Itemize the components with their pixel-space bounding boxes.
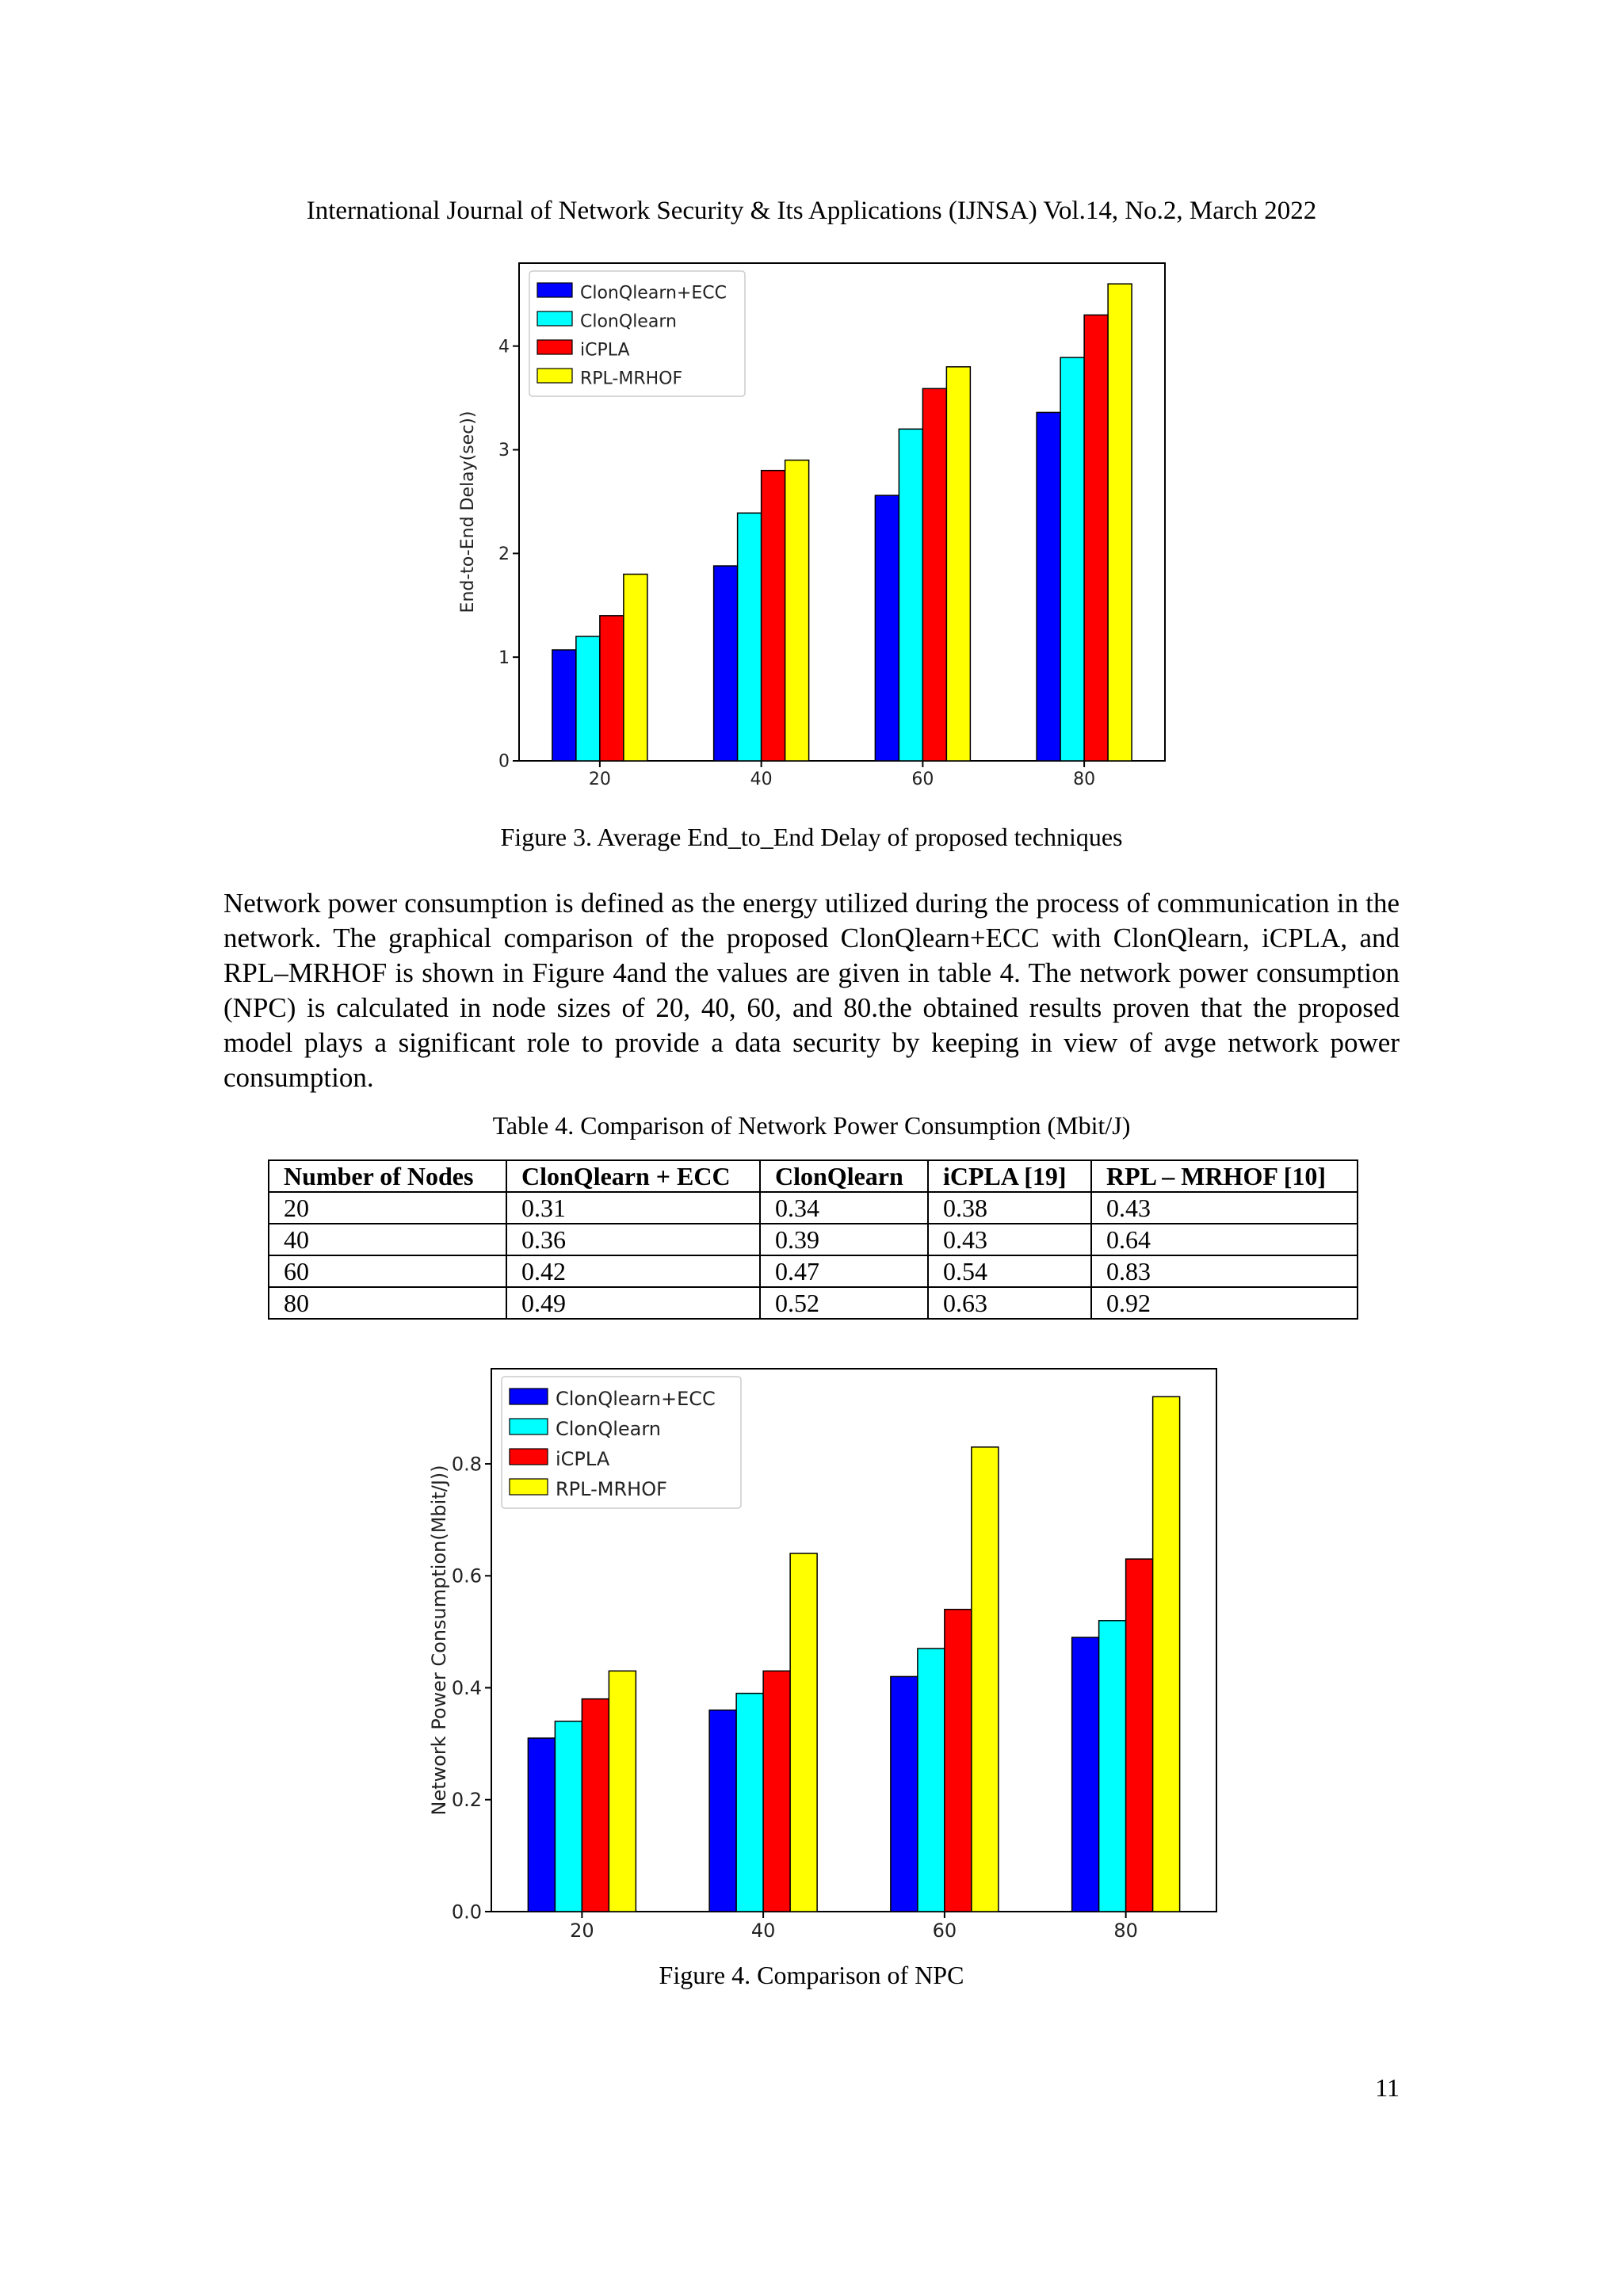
table-cell: 0.34	[760, 1192, 928, 1224]
bar	[624, 575, 647, 762]
y-tick-label: 0.4	[451, 1676, 482, 1699]
table-cell: 0.49	[506, 1287, 760, 1319]
x-tick-label: 40	[750, 770, 773, 789]
body-paragraph: Network power consumption is defined as the energy utilized during the process of communication in the network. The graphical comparison of the proposed ClonQlearn+ECC with ClonQlearn, iCPLA, and RPL–MRHOF is shown in Figure 4and the values are given in table 4. The network power consumption (NPC) is calculated in node sizes of 20, 40, 60, and 80.the obtained results proven that the proposed model plays a significant role to provide a data security by keeping in view of avge network power consumption.	[223, 888, 1400, 1093]
legend-swatch	[537, 311, 572, 326]
legend-label: RPL-MRHOF	[556, 1478, 667, 1501]
y-tick-label: 2	[498, 544, 510, 565]
legend-label: ClonQlearn+ECC	[556, 1388, 716, 1411]
y-tick-label: 1	[498, 648, 510, 668]
bar	[918, 1648, 945, 1912]
legend-swatch	[537, 283, 572, 297]
bar	[609, 1671, 636, 1912]
table-row	[269, 1255, 1358, 1287]
bar	[738, 513, 762, 761]
table-cell: 60	[269, 1255, 506, 1287]
bar	[899, 429, 922, 761]
x-tick-label: 20	[570, 1920, 594, 1942]
legend-label: ClonQlearn	[580, 311, 677, 332]
table-cell: 0.31	[506, 1192, 760, 1224]
bar	[1099, 1621, 1126, 1912]
legend-swatch	[537, 369, 572, 383]
legend-label: ClonQlearn+ECC	[580, 283, 727, 304]
table-cell: 0.36	[506, 1224, 760, 1255]
journal-header: International Journal of Network Security & Its Applications (IJNSA) Vol.14, No.2, March 2022	[306, 197, 1317, 225]
bar	[1084, 315, 1108, 761]
legend-swatch	[537, 340, 572, 354]
table-row	[269, 1287, 1358, 1319]
figure-3-chart	[452, 254, 1205, 800]
table-header-row	[269, 1160, 1358, 1192]
bar	[762, 471, 785, 761]
bar	[1072, 1637, 1099, 1912]
x-tick-label: 60	[911, 770, 934, 789]
y-tick-label: 0.8	[451, 1453, 482, 1476]
figure-4-chart	[408, 1359, 1232, 1950]
legend-swatch	[510, 1479, 548, 1495]
bar	[555, 1721, 582, 1912]
legend-swatch	[510, 1389, 548, 1404]
bar	[945, 1610, 972, 1912]
table-cell: 0.52	[760, 1287, 928, 1319]
y-axis-label: End-to-End Delay(sec))	[458, 411, 478, 613]
page-number: 11	[1375, 2073, 1400, 2102]
bar	[714, 566, 738, 761]
bar	[946, 367, 970, 761]
table-header-cell: iCPLA [19]	[928, 1160, 1091, 1192]
legend-label: iCPLA	[556, 1448, 610, 1471]
table-header-cell: RPL – MRHOF [10]	[1091, 1160, 1358, 1192]
bar	[576, 636, 600, 761]
bar	[1037, 412, 1060, 761]
x-tick-label: 80	[1073, 770, 1096, 789]
y-tick-label: 3	[498, 441, 510, 461]
y-tick-label: 4	[498, 337, 510, 357]
table-cell: 0.43	[1091, 1192, 1358, 1224]
bar	[972, 1447, 999, 1912]
x-tick-label: 40	[750, 1920, 776, 1942]
table-cell: 0.64	[1091, 1224, 1358, 1255]
bar	[875, 495, 899, 761]
bar	[763, 1671, 790, 1912]
table-header-cell: ClonQlearn	[760, 1160, 928, 1192]
y-tick-label: 0.0	[451, 1901, 482, 1924]
table-cell: 0.92	[1091, 1287, 1358, 1319]
legend-swatch	[510, 1419, 548, 1435]
table-cell: 0.54	[928, 1255, 1091, 1287]
table-cell: 0.47	[760, 1255, 928, 1287]
npc-table	[268, 1159, 1358, 1320]
legend-label: iCPLA	[580, 340, 630, 361]
bar	[891, 1676, 918, 1912]
bar	[582, 1699, 609, 1912]
table-cell: 0.42	[506, 1255, 760, 1287]
table-cell: 20	[269, 1192, 506, 1224]
bar	[1153, 1396, 1180, 1912]
bar	[736, 1694, 763, 1912]
table-cell: 40	[269, 1224, 506, 1255]
x-tick-label: 20	[588, 770, 611, 789]
bar	[552, 650, 576, 761]
table-header-cell: ClonQlearn + ECC	[506, 1160, 760, 1192]
table-row	[269, 1224, 1358, 1255]
bar	[1060, 357, 1084, 761]
bar	[709, 1710, 736, 1912]
table-cell: 0.83	[1091, 1255, 1358, 1287]
figure-3-caption: Figure 3. Average End_to_End Delay of proposed techniques	[500, 823, 1123, 851]
legend-label: RPL-MRHOF	[580, 369, 683, 389]
table-cell: 0.43	[928, 1224, 1091, 1255]
table-cell: 80	[269, 1287, 506, 1319]
table-cell: 0.39	[760, 1224, 928, 1255]
table-cell: 0.63	[928, 1287, 1091, 1319]
table-row	[269, 1192, 1358, 1224]
y-axis-label: Network Power Consumption(Mbit/J))	[428, 1465, 450, 1816]
legend-label: ClonQlearn	[556, 1418, 662, 1441]
y-tick-label: 0	[498, 751, 510, 772]
bar	[528, 1738, 555, 1912]
bar	[785, 460, 809, 761]
bar	[1108, 284, 1132, 761]
table-cell: 0.38	[928, 1192, 1091, 1224]
bar	[1126, 1559, 1153, 1912]
x-tick-label: 80	[1113, 1920, 1138, 1942]
table-4-caption: Table 4. Comparison of Network Power Consumption (Mbit/J)	[492, 1111, 1131, 1140]
y-tick-label: 0.6	[451, 1564, 482, 1587]
bar	[790, 1553, 817, 1912]
legend-swatch	[510, 1449, 548, 1465]
figure-4-caption: Figure 4. Comparison of NPC	[659, 1961, 964, 1989]
x-tick-label: 60	[932, 1920, 957, 1942]
bar	[600, 616, 624, 761]
y-tick-label: 0.2	[451, 1789, 482, 1812]
table-header-cell: Number of Nodes	[269, 1160, 506, 1192]
bar	[922, 388, 946, 761]
